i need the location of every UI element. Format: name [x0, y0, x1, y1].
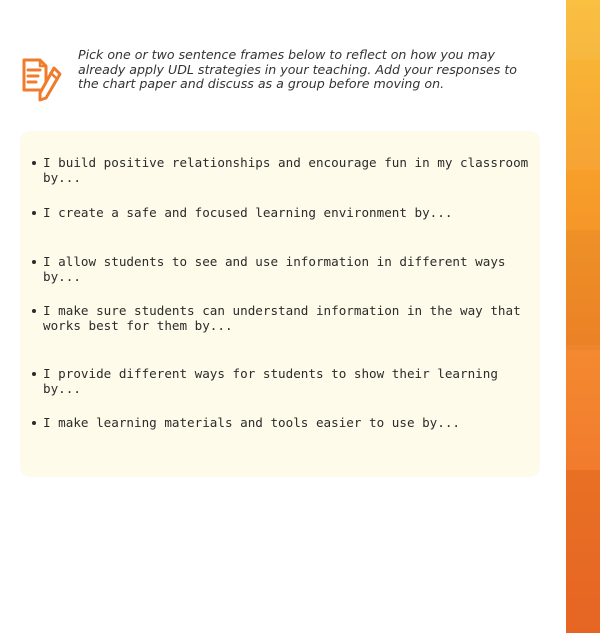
bullet-icon [32, 421, 36, 425]
instructions [20, 46, 540, 106]
sentence-frame-item [32, 156, 533, 185]
bullet-icon [32, 161, 36, 165]
bullet-icon [32, 211, 36, 215]
sentence-frame-text: I allow students to see and use information in different ways by... [43, 254, 506, 284]
sentence-frame-text: I make learning materials and tools easier to use by... [43, 415, 461, 430]
decorative-side-band [566, 0, 600, 633]
sentence-frame-text: I build positive relationships and encourage fun in my classroom by... [43, 155, 529, 185]
sentence-frame-item [32, 255, 533, 284]
bullet-icon [32, 309, 36, 313]
sentence-frame-text: I provide different ways for students to show their learning by... [43, 366, 498, 396]
sentence-frames-box [20, 131, 540, 477]
instructions-text: Pick one or two sentence frames below to reflect on how you may already apply UDL strategies in your teaching. Add your responses to the chart paper and discuss as a group before moving on. [78, 47, 517, 92]
side-band-facet [566, 470, 600, 633]
sentence-frame-item [32, 304, 533, 333]
sentence-frame-item [32, 416, 533, 431]
pencil-paper-icon [20, 50, 64, 104]
side-band-facet [566, 230, 600, 350]
bullet-icon [32, 372, 36, 376]
bullet-icon [32, 260, 36, 264]
sentence-frame-item [32, 206, 533, 221]
side-band-facet [566, 345, 600, 470]
sentence-frame-item [32, 367, 533, 396]
sentence-frame-text: I make sure students can understand information in the way that works best for them by... [43, 303, 521, 333]
sentence-frame-text: I create a safe and focused learning environment by... [43, 205, 453, 220]
side-band-facet [566, 60, 600, 170]
side-band-facet [566, 0, 600, 60]
